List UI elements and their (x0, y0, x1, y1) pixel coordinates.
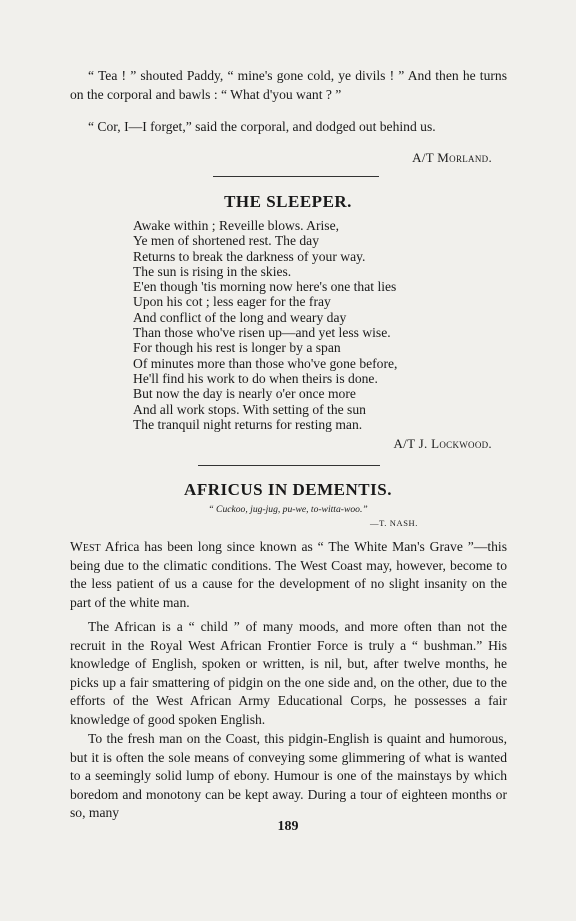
section-divider (198, 465, 380, 466)
poem-line: He'll find his work to do when theirs is done. (133, 370, 378, 386)
poem-line: E'en though 'tis morning now here's one that lies (133, 279, 397, 295)
article-paragraph: West Africa has been long since known as “ The White Man's Grave ”—this being due to the climatic conditions. The West Coast may, however, become to the less patient of us a cause for the development of no slight insanity on the part of the white man. (70, 539, 507, 610)
poem-line: The tranquil night returns for resting man. (133, 416, 363, 432)
poem-title: THE SLEEPER. (224, 192, 352, 211)
article-epigraph: “ Cuckoo, jug-jug, pu-we, to-witta-woo.” (208, 504, 368, 515)
story-paragraph: “ Tea ! ” shouted Paddy, “ mine's gone cold, ye divils ! ” And then he turns on the corporal and bawls : “ What d'you want ? ” (70, 68, 507, 102)
epigraph-attribution: —T. NASH. (370, 518, 418, 528)
poem-body (133, 218, 493, 432)
poem-line: And conflict of the long and weary day (133, 309, 347, 325)
poem-line: The sun is rising in the skies. (133, 263, 292, 279)
poem-signature: A/T J. Lockwood. (393, 436, 492, 451)
poem-line: Upon his cot ; less eager for the fray (133, 294, 331, 310)
page-number: 189 (277, 819, 299, 834)
poem-line: Than those who've risen up—and yet less wise. (133, 325, 391, 341)
poem-line: And all work stops. With setting of the sun (133, 401, 366, 417)
poem-line: Awake within ; Reveille blows. Arise, (133, 218, 340, 233)
article-paragraph: The African is a “ child ” of many moods, and more often than not the recruit in the Royal West African Frontier Force is truly a “ bushman.” His knowledge of English, spoken or written, is nil, but, after twelve months, he picks up a fair smattering of pidgin on the one side and, on the other, due to the efforts of the West African Army Educational Corps, he possesses a fair knowledge of good spoken English. (70, 619, 507, 727)
poem-line: Returns to break the darkness of your way. (133, 248, 366, 264)
poem-line: But now the day is nearly o'er once more (133, 386, 356, 402)
article-paragraph: To the fresh man on the Coast, this pidgin-English is quaint and humorous, but it is often the sole means of conveying some glimmering of what is wanted to a seemingly solid lump of ebony. Humour is one of the mainstays by which boredom and monotony can be kept away. During a tour of eighteen months or so, many (70, 731, 507, 820)
poem-line: Ye men of shortened rest. The day (133, 233, 319, 249)
story-signature: A/T Morland. (412, 150, 492, 165)
article-title: AFRICUS IN DEMENTIS. (184, 480, 392, 499)
story-paragraph: “ Cor, I—I forget,” said the corporal, and dodged out behind us. (88, 119, 436, 134)
poem-line: For though his rest is longer by a span (133, 340, 341, 356)
poem-line: Of minutes more than those who've gone before, (133, 355, 398, 371)
section-divider (213, 176, 379, 177)
